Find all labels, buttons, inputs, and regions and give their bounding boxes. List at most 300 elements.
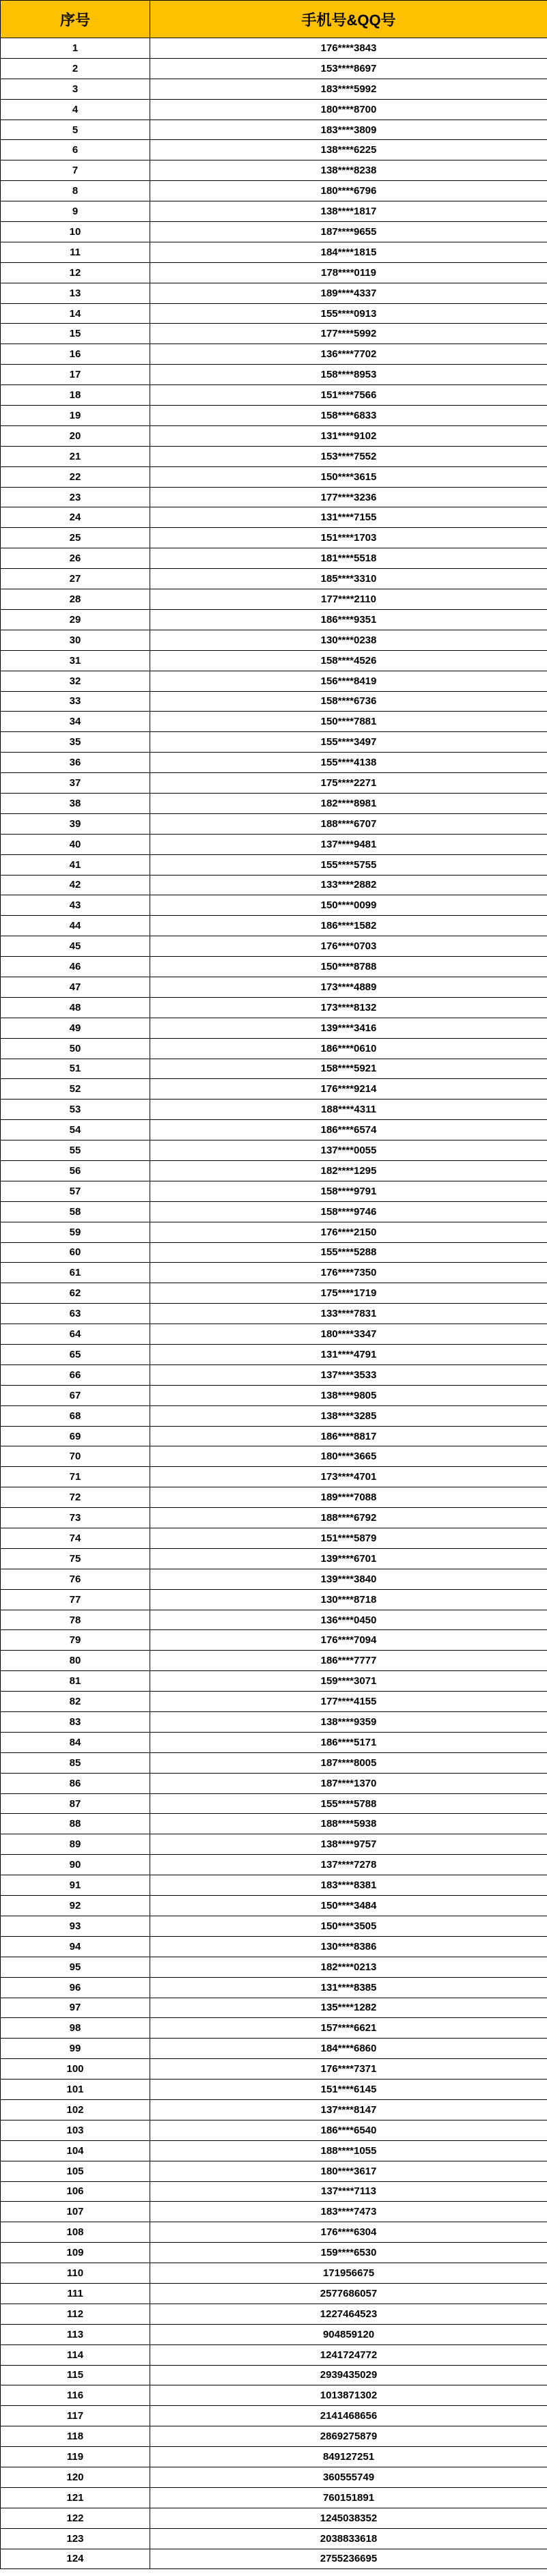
table-row: [1, 1814, 547, 1834]
row-index-cell: 93: [1, 1916, 150, 1936]
row-index-cell: 20: [1, 425, 150, 446]
table-row: [1, 1059, 547, 1079]
row-index-cell: 95: [1, 1957, 150, 1977]
contact-cell: 159****6530: [150, 2243, 547, 2263]
table-row: [1, 2304, 547, 2324]
table-row: [1, 548, 547, 569]
table-row: [1, 1589, 547, 1610]
row-index-cell: 115: [1, 2365, 150, 2385]
contact-cell: 158****6833: [150, 406, 547, 426]
row-index-cell: 19: [1, 406, 150, 426]
row-index-cell: 118: [1, 2426, 150, 2447]
row-index-cell: 9: [1, 201, 150, 222]
table-row: [1, 1079, 547, 1100]
table-row: [1, 2406, 547, 2426]
contact-cell: 189****4337: [150, 283, 547, 303]
contact-cell: 186****1582: [150, 916, 547, 936]
row-index-cell: 46: [1, 957, 150, 977]
contact-cell: 171956675: [150, 2263, 547, 2284]
table-row: [1, 1100, 547, 1120]
table-row: [1, 1630, 547, 1651]
table-row: [1, 1038, 547, 1059]
column-header-contact: 手机号&QQ号: [150, 1, 547, 38]
table-row: [1, 650, 547, 671]
table-row: [1, 1834, 547, 1855]
row-index-cell: 28: [1, 589, 150, 610]
row-index-cell: 33: [1, 691, 150, 712]
contact-cell: 157****6621: [150, 2018, 547, 2039]
table-row: [1, 753, 547, 773]
table-row: [1, 2549, 547, 2569]
contact-cell: 188****5938: [150, 1814, 547, 1834]
contact-cell: 130****0238: [150, 630, 547, 650]
row-index-cell: 22: [1, 466, 150, 487]
contact-cell: 150****3615: [150, 466, 547, 487]
contact-cell: 150****0099: [150, 895, 547, 916]
table-row: [1, 1426, 547, 1446]
contact-cell: 2755236695: [150, 2549, 547, 2569]
contact-cell: 183****3809: [150, 120, 547, 140]
row-index-cell: 43: [1, 895, 150, 916]
row-index-cell: 91: [1, 1875, 150, 1896]
table-row: [1, 1610, 547, 1630]
table-row: [1, 875, 547, 895]
contact-cell: 176****7371: [150, 2059, 547, 2080]
contact-cell: 158****5921: [150, 1059, 547, 1079]
contact-cell: 138****9757: [150, 1834, 547, 1855]
table-row: [1, 1181, 547, 1201]
contact-cell: 153****7552: [150, 446, 547, 466]
table-row: [1, 732, 547, 753]
table-row: [1, 38, 547, 59]
row-index-cell: 107: [1, 2202, 150, 2222]
contact-cell: 180****8700: [150, 99, 547, 120]
table-row: [1, 242, 547, 262]
table-row: [1, 1957, 547, 1977]
table-row: [1, 140, 547, 160]
column-header-index: 序号: [1, 1, 150, 38]
table-row: [1, 977, 547, 997]
table-row: [1, 303, 547, 324]
row-index-cell: 58: [1, 1201, 150, 1222]
contact-cell: 182****8981: [150, 793, 547, 813]
table-row: [1, 2039, 547, 2059]
table-row: [1, 712, 547, 732]
contact-cell: 173****4889: [150, 977, 547, 997]
row-index-cell: 57: [1, 1181, 150, 1201]
table-row: [1, 1160, 547, 1181]
table-row: [1, 630, 547, 650]
contact-cell: 904859120: [150, 2324, 547, 2344]
row-index-cell: 74: [1, 1528, 150, 1549]
contact-cell: 173****8132: [150, 997, 547, 1018]
table-row: [1, 773, 547, 794]
row-index-cell: 109: [1, 2243, 150, 2263]
row-index-cell: 69: [1, 1426, 150, 1446]
contact-cell: 137****7113: [150, 2181, 547, 2202]
table-row: [1, 671, 547, 691]
table-row: [1, 2018, 547, 2039]
contact-cell: 155****3497: [150, 732, 547, 753]
row-index-cell: 113: [1, 2324, 150, 2344]
row-index-cell: 4: [1, 99, 150, 120]
table-row: [1, 2365, 547, 2385]
row-index-cell: 102: [1, 2099, 150, 2120]
row-index-cell: 85: [1, 1752, 150, 1773]
row-index-cell: 24: [1, 507, 150, 528]
table-row: [1, 201, 547, 222]
table-row: [1, 2283, 547, 2304]
row-index-cell: 60: [1, 1242, 150, 1263]
row-index-cell: 120: [1, 2467, 150, 2487]
row-index-cell: 55: [1, 1140, 150, 1161]
row-index-cell: 14: [1, 303, 150, 324]
table-row: [1, 79, 547, 99]
table-row: [1, 1569, 547, 1589]
table-row: [1, 1242, 547, 1263]
contact-cell: 131****7155: [150, 507, 547, 528]
row-index-cell: 27: [1, 569, 150, 589]
table-row: [1, 2487, 547, 2508]
table-row: [1, 99, 547, 120]
contact-cell: 1245038352: [150, 2508, 547, 2528]
row-index-cell: 61: [1, 1263, 150, 1283]
contact-cell: 1227464523: [150, 2304, 547, 2324]
contact-cell: 133****7831: [150, 1304, 547, 1324]
contact-cell: 182****1295: [150, 1160, 547, 1181]
row-index-cell: 86: [1, 1773, 150, 1793]
table-row: [1, 507, 547, 528]
contact-cell: 187****9655: [150, 222, 547, 242]
contact-cell: 173****4701: [150, 1467, 547, 1487]
contact-cell: 137****8147: [150, 2099, 547, 2120]
table-row: [1, 2344, 547, 2365]
table-row: [1, 1752, 547, 1773]
contact-cell: 189****7088: [150, 1487, 547, 1508]
table-row: [1, 385, 547, 406]
row-index-cell: 117: [1, 2406, 150, 2426]
table-row: [1, 2447, 547, 2467]
row-index-cell: 10: [1, 222, 150, 242]
contact-cell: 184****6860: [150, 2039, 547, 2059]
row-index-cell: 94: [1, 1936, 150, 1957]
row-index-cell: 32: [1, 671, 150, 691]
contact-cell: 153****8697: [150, 58, 547, 79]
row-index-cell: 66: [1, 1364, 150, 1385]
table-row: [1, 344, 547, 365]
row-index-cell: 111: [1, 2283, 150, 2304]
row-index-cell: 108: [1, 2222, 150, 2243]
table-row: [1, 2528, 547, 2549]
row-index-cell: 56: [1, 1160, 150, 1181]
row-index-cell: 45: [1, 936, 150, 957]
table-row: [1, 916, 547, 936]
table-row: [1, 1936, 547, 1957]
contact-cell: 760151891: [150, 2487, 547, 2508]
table-row: [1, 1263, 547, 1283]
contact-cell: 187****1370: [150, 1773, 547, 1793]
row-index-cell: 40: [1, 834, 150, 854]
row-index-cell: 82: [1, 1692, 150, 1712]
table-row: [1, 283, 547, 303]
table-row: [1, 1508, 547, 1528]
table-row: [1, 160, 547, 181]
contact-cell: 185****3310: [150, 569, 547, 589]
row-index-cell: 64: [1, 1324, 150, 1345]
contact-cell: 176****2150: [150, 1222, 547, 1242]
contact-cell: 138****9805: [150, 1385, 547, 1405]
contact-cell: 186****6574: [150, 1120, 547, 1140]
row-index-cell: 51: [1, 1059, 150, 1079]
contact-cell: 151****1703: [150, 528, 547, 548]
row-index-cell: 70: [1, 1446, 150, 1467]
row-index-cell: 73: [1, 1508, 150, 1528]
contact-cell: 137****3533: [150, 1364, 547, 1385]
row-index-cell: 11: [1, 242, 150, 262]
table-row: [1, 1773, 547, 1793]
contact-cell: 151****5879: [150, 1528, 547, 1549]
table-row: [1, 895, 547, 916]
contact-cell: 177****4155: [150, 1692, 547, 1712]
contact-cell: 2939435029: [150, 2365, 547, 2385]
table-row: [1, 406, 547, 426]
contact-cell: 158****9746: [150, 1201, 547, 1222]
table-row: [1, 1732, 547, 1752]
contact-cell: 180****3617: [150, 2161, 547, 2181]
table-row: [1, 2222, 547, 2243]
contact-cell: 2038833618: [150, 2528, 547, 2549]
row-index-cell: 98: [1, 2018, 150, 2039]
table-row: [1, 528, 547, 548]
row-index-cell: 81: [1, 1671, 150, 1692]
table-row: [1, 1446, 547, 1467]
table-row: [1, 936, 547, 957]
table-row: [1, 1671, 547, 1692]
row-index-cell: 6: [1, 140, 150, 160]
table-row: [1, 793, 547, 813]
row-index-cell: 52: [1, 1079, 150, 1100]
contact-cell: 1241724772: [150, 2344, 547, 2365]
contact-cell: 133****2882: [150, 875, 547, 895]
table-header-row: [1, 1, 547, 38]
row-index-cell: 110: [1, 2263, 150, 2284]
contact-cell: 159****3071: [150, 1671, 547, 1692]
table-row: [1, 2140, 547, 2161]
table-row: [1, 2161, 547, 2181]
contact-cell: 150****7881: [150, 712, 547, 732]
contact-cell: 188****6792: [150, 1508, 547, 1528]
table-row: [1, 425, 547, 446]
row-index-cell: 1: [1, 38, 150, 59]
contact-cell: 176****7094: [150, 1630, 547, 1651]
row-index-cell: 50: [1, 1038, 150, 1059]
row-index-cell: 34: [1, 712, 150, 732]
row-index-cell: 106: [1, 2181, 150, 2202]
row-index-cell: 119: [1, 2447, 150, 2467]
row-index-cell: 23: [1, 487, 150, 507]
row-index-cell: 48: [1, 997, 150, 1018]
table-row: [1, 2324, 547, 2344]
contact-cell: 155****5755: [150, 854, 547, 875]
table-row: [1, 181, 547, 201]
contact-cell: 138****1817: [150, 201, 547, 222]
row-index-cell: 90: [1, 1855, 150, 1875]
contact-cell: 151****6145: [150, 2080, 547, 2100]
row-index-cell: 12: [1, 262, 150, 283]
row-index-cell: 59: [1, 1222, 150, 1242]
row-index-cell: 16: [1, 344, 150, 365]
row-index-cell: 80: [1, 1651, 150, 1671]
table-row: [1, 1977, 547, 1998]
row-index-cell: 53: [1, 1100, 150, 1120]
contact-cell: 180****3665: [150, 1446, 547, 1467]
contact-cell: 175****1719: [150, 1283, 547, 1304]
row-index-cell: 62: [1, 1283, 150, 1304]
row-index-cell: 7: [1, 160, 150, 181]
contact-cell: 186****8817: [150, 1426, 547, 1446]
row-index-cell: 77: [1, 1589, 150, 1610]
contact-cell: 186****5171: [150, 1732, 547, 1752]
row-index-cell: 84: [1, 1732, 150, 1752]
row-index-cell: 2: [1, 58, 150, 79]
contact-cell: 155****4138: [150, 753, 547, 773]
row-index-cell: 101: [1, 2080, 150, 2100]
table-row: [1, 1487, 547, 1508]
table-row: [1, 446, 547, 466]
row-index-cell: 78: [1, 1610, 150, 1630]
contact-cell: 131****4791: [150, 1345, 547, 1365]
table-row: [1, 1875, 547, 1896]
contact-cell: 186****0610: [150, 1038, 547, 1059]
row-index-cell: 49: [1, 1018, 150, 1038]
contact-cell: 138****9359: [150, 1712, 547, 1733]
row-index-cell: 97: [1, 1998, 150, 2018]
contact-cell: 175****2271: [150, 773, 547, 794]
table-row: [1, 691, 547, 712]
row-index-cell: 41: [1, 854, 150, 875]
contact-cell: 135****1282: [150, 1998, 547, 2018]
contact-cell: 178****0119: [150, 262, 547, 283]
row-index-cell: 68: [1, 1405, 150, 1426]
contact-cell: 138****6225: [150, 140, 547, 160]
table-row: [1, 2243, 547, 2263]
row-index-cell: 67: [1, 1385, 150, 1405]
table-row: [1, 58, 547, 79]
row-index-cell: 63: [1, 1304, 150, 1324]
table-row: [1, 1364, 547, 1385]
contact-cell: 136****7702: [150, 344, 547, 365]
row-index-cell: 36: [1, 753, 150, 773]
contact-cell: 158****4526: [150, 650, 547, 671]
contact-cell: 181****5518: [150, 548, 547, 569]
table-row: [1, 365, 547, 385]
row-index-cell: 76: [1, 1569, 150, 1589]
table-row: [1, 1140, 547, 1161]
table-row: [1, 1651, 547, 1671]
row-index-cell: 15: [1, 324, 150, 344]
contact-cell: 360555749: [150, 2467, 547, 2487]
table-row: [1, 1405, 547, 1426]
contact-cell: 183****7473: [150, 2202, 547, 2222]
contact-cell: 139****3416: [150, 1018, 547, 1038]
table-row: [1, 1855, 547, 1875]
contact-cell: 849127251: [150, 2447, 547, 2467]
contact-cell: 176****6304: [150, 2222, 547, 2243]
row-index-cell: 3: [1, 79, 150, 99]
row-index-cell: 42: [1, 875, 150, 895]
row-index-cell: 100: [1, 2059, 150, 2080]
contact-cell: 158****9791: [150, 1181, 547, 1201]
contact-cell: 2577686057: [150, 2283, 547, 2304]
contact-cell: 186****7777: [150, 1651, 547, 1671]
table-row: [1, 120, 547, 140]
table-body: [1, 38, 547, 2569]
contact-cell: 150****3484: [150, 1896, 547, 1916]
row-index-cell: 105: [1, 2161, 150, 2181]
row-index-cell: 103: [1, 2120, 150, 2140]
contact-cell: 2141468656: [150, 2406, 547, 2426]
table-row: [1, 262, 547, 283]
contact-cell: 151****7566: [150, 385, 547, 406]
contact-cell: 131****9102: [150, 425, 547, 446]
table-row: [1, 2426, 547, 2447]
table-row: [1, 1018, 547, 1038]
contact-cell: 187****8005: [150, 1752, 547, 1773]
contact-cell: 180****3347: [150, 1324, 547, 1345]
contact-cell: 186****6540: [150, 2120, 547, 2140]
row-index-cell: 37: [1, 773, 150, 794]
table-row: [1, 2120, 547, 2140]
contact-cell: 150****3505: [150, 1916, 547, 1936]
row-index-cell: 31: [1, 650, 150, 671]
row-index-cell: 21: [1, 446, 150, 466]
row-index-cell: 26: [1, 548, 150, 569]
row-index-cell: 35: [1, 732, 150, 753]
contact-cell: 150****8788: [150, 957, 547, 977]
table-row: [1, 2202, 547, 2222]
table-row: [1, 1467, 547, 1487]
table-row: [1, 2467, 547, 2487]
table-row: [1, 1692, 547, 1712]
row-index-cell: 5: [1, 120, 150, 140]
row-index-cell: 75: [1, 1548, 150, 1569]
table-row: [1, 324, 547, 344]
table-row: [1, 1324, 547, 1345]
row-index-cell: 99: [1, 2039, 150, 2059]
contact-cell: 139****3840: [150, 1569, 547, 1589]
contact-cell: 158****8953: [150, 365, 547, 385]
table-row: [1, 1916, 547, 1936]
contact-cell: 155****0913: [150, 303, 547, 324]
contact-cell: 176****3843: [150, 38, 547, 59]
table-row: [1, 813, 547, 834]
table-row: [1, 1304, 547, 1324]
table-row: [1, 1120, 547, 1140]
row-index-cell: 112: [1, 2304, 150, 2324]
row-index-cell: 17: [1, 365, 150, 385]
row-index-cell: 65: [1, 1345, 150, 1365]
row-index-cell: 29: [1, 609, 150, 630]
row-index-cell: 44: [1, 916, 150, 936]
contact-cell: 2869275879: [150, 2426, 547, 2447]
contact-cell: 188****1055: [150, 2140, 547, 2161]
table-row: [1, 2385, 547, 2406]
contact-cell: 138****3285: [150, 1405, 547, 1426]
table-row: [1, 1283, 547, 1304]
contact-cell: 184****1815: [150, 242, 547, 262]
row-index-cell: 122: [1, 2508, 150, 2528]
table-row: [1, 1201, 547, 1222]
